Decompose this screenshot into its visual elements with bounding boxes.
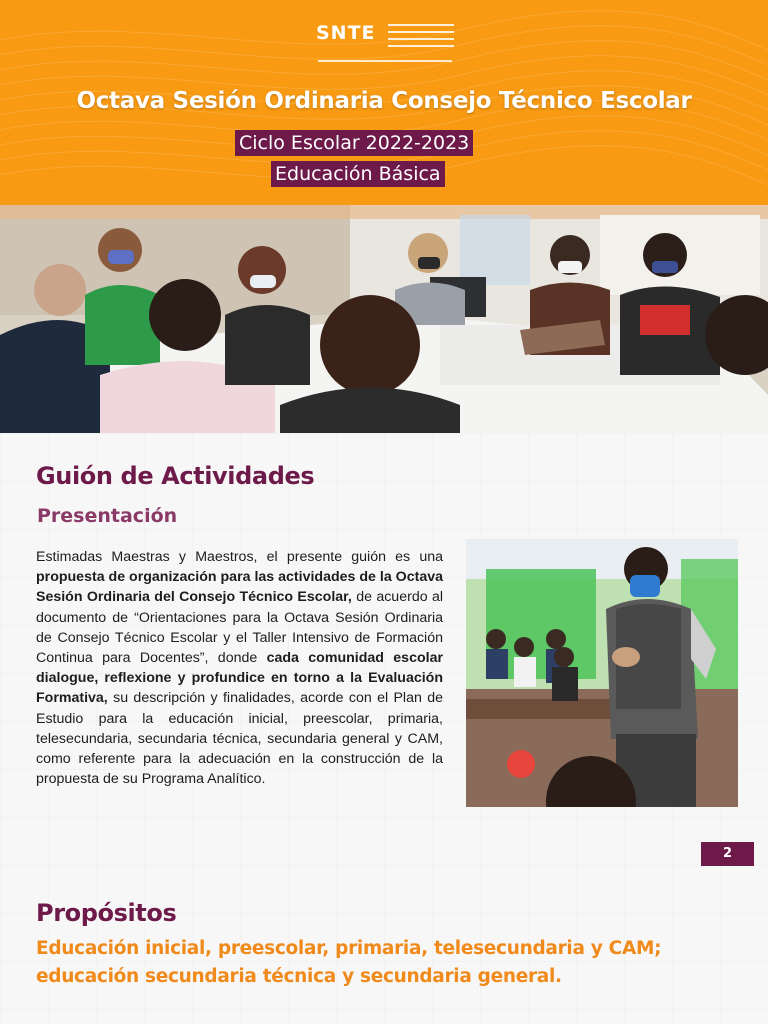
page-title: Octava Sesión Ordinaria Consejo Técnico Escolar	[76, 88, 692, 114]
snte-logo	[316, 20, 456, 70]
page-number-badge: 2	[701, 842, 754, 866]
purposes-heading: Propósitos	[36, 899, 177, 927]
logo-text: SNTE	[316, 22, 376, 44]
section-heading: Guión de Actividades	[36, 462, 315, 490]
logo-text-lines	[388, 24, 454, 52]
paragraph-run: Estimadas Maestras y Maestros, el presente guión es una	[36, 549, 443, 565]
teachers-meeting-illustration	[0, 205, 768, 433]
paragraph-run: de acuerdo al documento de “Orientaciones para la Octava Sesión Ordinaria de Consejo Técnico Escolar y el Taller Intensivo de Formación Continua para Docentes”, donde	[36, 589, 443, 667]
paragraph-run-bold: propuesta de organización para las actividades de la Octava Sesión Ordinaria del Consejo Técnico Escolar,	[36, 569, 443, 606]
teacher-speaking-illustration	[466, 539, 738, 807]
paragraph-run-bold: cada comunidad escolar dialogue, reflexione y profundice en torno a la Evaluación Formativa,	[36, 650, 443, 707]
section-subheading: Presentación	[37, 505, 178, 527]
education-level-label: Educación Básica	[271, 161, 445, 187]
teachers-meeting-photo	[0, 205, 768, 433]
snte-logo-mark	[316, 22, 376, 44]
school-cycle-label: Ciclo Escolar 2022-2023	[235, 130, 473, 156]
teacher-speaking-photo	[466, 539, 738, 807]
header-banner	[0, 0, 768, 205]
purposes-subtitle: Educación inicial, preescolar, primaria, telesecundaria y CAM; educación secundaria técnica y secundaria general.	[36, 938, 662, 987]
logo-tagline-line	[318, 60, 452, 62]
presentation-paragraph	[36, 547, 443, 789]
paragraph-run: su descripción y finalidades, acorde con el Plan de Estudio para la educación inicial, preescolar, primaria, telesecundaria, secundaria técnica, secundaria general y CAM, como referente para la adecuación en la construcción de la propuesta de su Programa Analítico.	[36, 690, 443, 788]
